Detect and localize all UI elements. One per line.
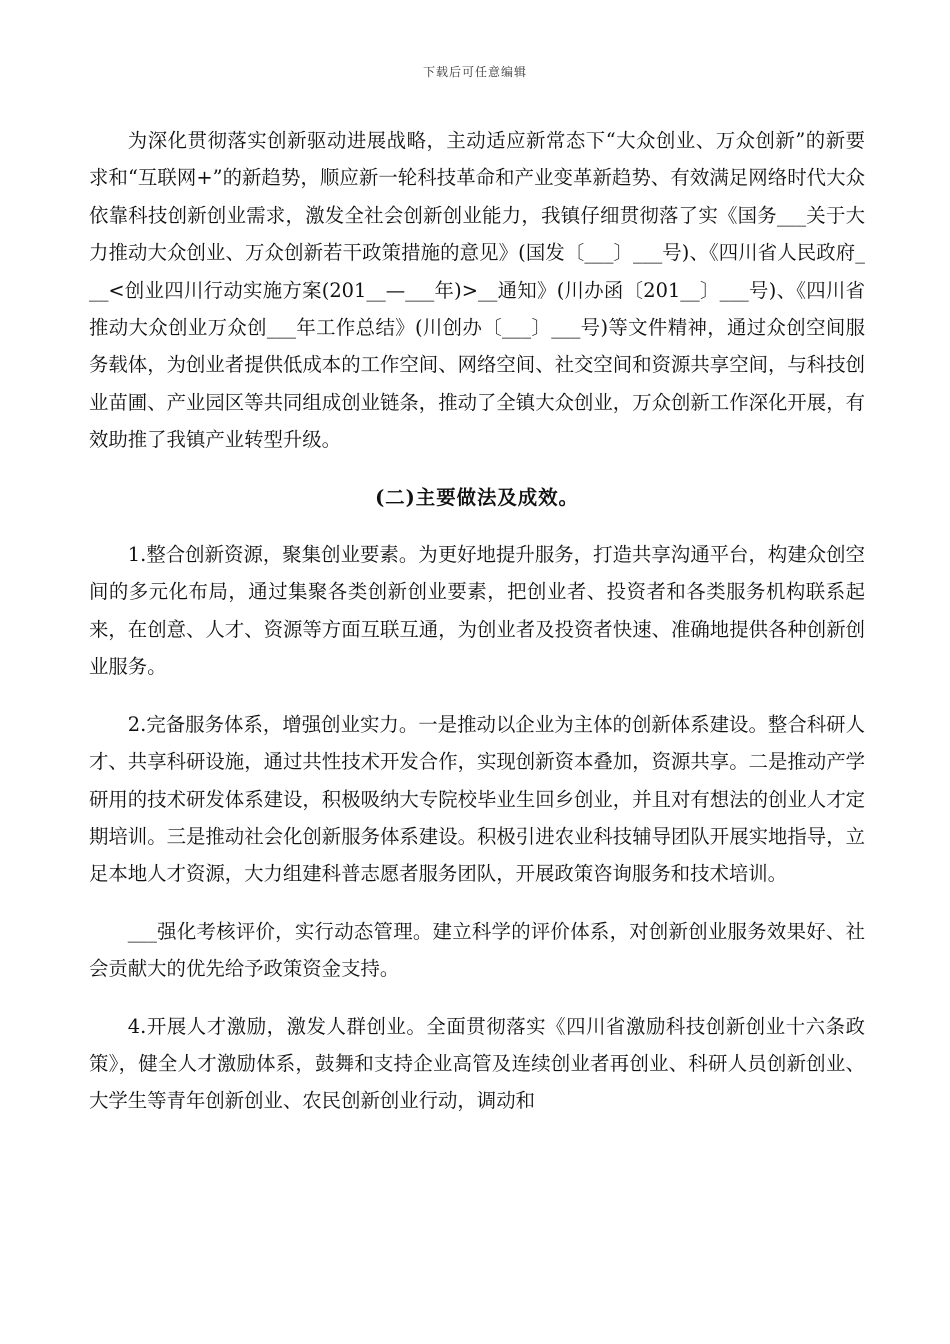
paragraph-spacer (89, 686, 865, 706)
paragraph-4: 4.开展人才激励，激发人群创业。全面贯彻落实《四川省激励科技创新创业十六条政策》，健全人才激励体系，鼓舞和支持企业高管及连续创业者再创业、科研人员创新创业、大学生等青年创新创业、农民创新创业行动，调动和 (89, 1014, 865, 1113)
paragraph-spacer (89, 893, 865, 913)
paragraph-1: 1.整合创新资源，聚集创业要素。为更好地提升服务，打造共享沟通平台，构建众创空间的多元化布局，通过集聚各类创新创业要素，把创业者、投资者和各类服务机构联系起来，在创意、人才、资源等方面互联互通，为创业者及投资者快速、准确地提供各种创新创业服务。 (89, 543, 865, 679)
paragraph-spacer (89, 459, 865, 479)
paragraph-2: 2.完备服务体系，增强创业实力。一是推动以企业为主体的创新体系建设。整合科研人才、共享科研设施，通过共性技术开发合作，实现创新资本叠加，资源共享。二是推动产学研用的技术研发体系建设，积极吸纳大专院校毕业生回乡创业，并且对有想法的创业人才定期培训。三是推动社会化创新服务体系建设。积极引进农业科技辅导团队开展实地指导，立足本地人才资源，大力组建科普志愿者服务团队，开展政策咨询服务和技术培训。 (89, 712, 865, 886)
page-header: 下载后可任意编辑 (422, 65, 527, 79)
section-heading: (二)主要做法及成效。 (375, 485, 579, 509)
paragraph-spacer (89, 516, 865, 536)
paragraph-3: ___强化考核评价，实行动态管理。建立科学的评价体系，对创新创业服务效果好、社会贡献大的优先给予政策资金支持。 (89, 919, 865, 981)
intro-paragraph: 为深化贯彻落实创新驱动进展战略，主动适应新常态下“大众创业、万众创新”的新要求和“互联网+”的新趋势，顺应新一轮科技革命和产业变革新趋势、有效满足网络时代大众依靠科技创新创业需求，激发全社会创新创业能力，我镇仔细贯彻落了实《国务___关于大力推动大众创业、万众创新若干政策措施的意见》(国发〔___〕___号)、《四川省人民政府___<创业四川行动实施方案(201__—___年)>__通知》(川办函〔201__〕___号)、《四川省推动大众创业万众创___年工作总结》(川创办〔___〕___号)等文件精神，通过众创空间服务载体，为创业者提供低成本的工作空间、网络空间、社交空间和资源共享空间，与科技创业苗圃、产业园区等共同组成创业链条，推动了全镇大众创业，万众创新工作深化开展，有效助推了我镇产业转型升级。 (89, 129, 865, 452)
paragraph-spacer (89, 988, 865, 1008)
document-body (89, 122, 865, 1120)
